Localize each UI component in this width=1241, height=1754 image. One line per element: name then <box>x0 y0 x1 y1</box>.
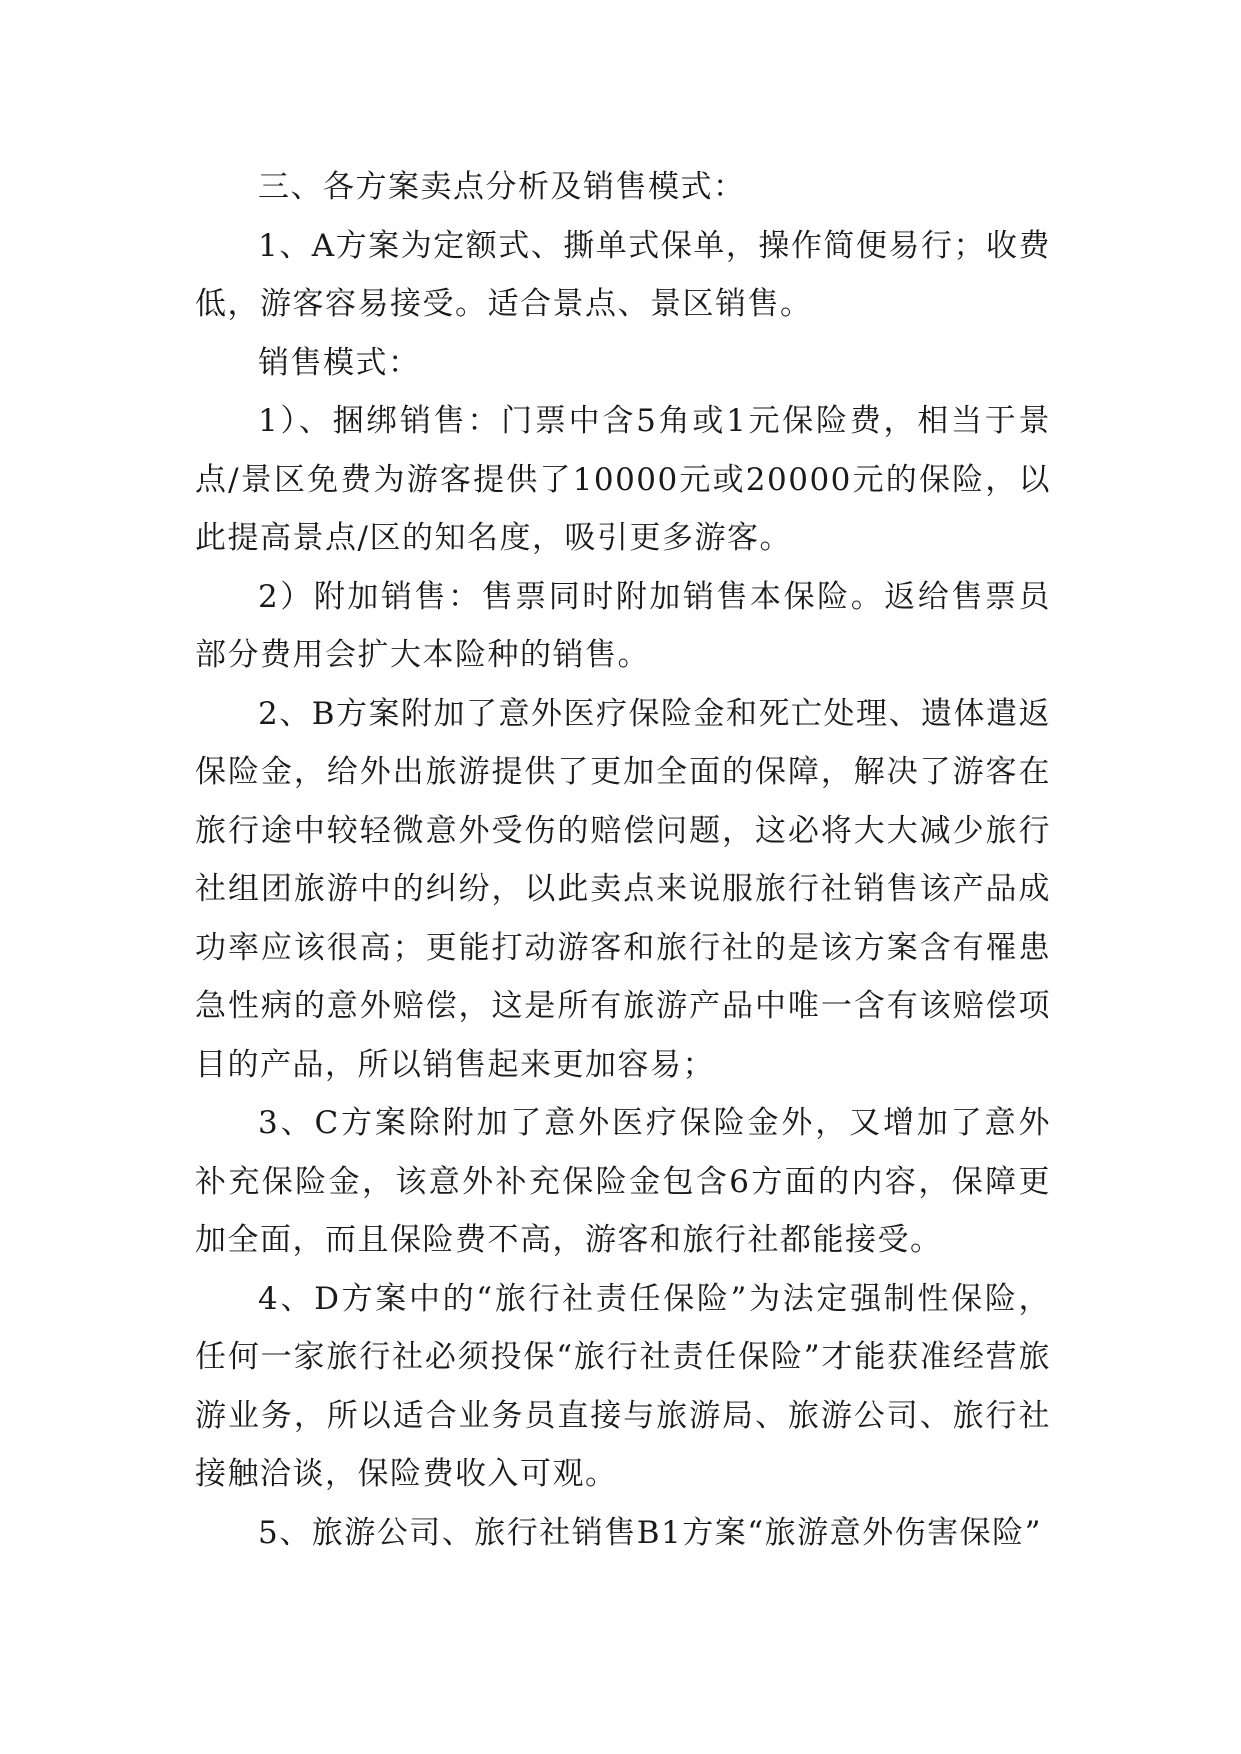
paragraph-point-5: 5、旅游公司、旅行社销售B1方案“旅游意外伤害保险” <box>258 1514 1042 1551</box>
sales-mode-heading: 销售模式： <box>258 344 421 381</box>
paragraph-bundled-sales: 1）、捆绑销售：门票中含5角或1元保险费，相当于景点/景区免费为游客提供了10000元或20000元的保险，以此提高景点/区的知名度，吸引更多游客。 <box>195 403 1051 556</box>
paragraph-additional-sales: 2）附加销售：售票同时附加销售本保险。返给售票员部分费用会扩大本险种的销售。 <box>195 578 1051 673</box>
paragraph-plan-c: 3、C方案除附加了意外医疗保险金外，又增加了意外补充保险金，该意外补充保险金包含6方面的内容，保障更加全面，而且保险费不高，游客和旅行社都能接受。 <box>195 1105 1051 1258</box>
paragraph-plan-a: 1、A方案为定额式、撕单式保单，操作简便易行；收费低，游客容易接受。适合景点、景区销售。 <box>195 227 1051 322</box>
document-body <box>195 158 1051 1562</box>
paragraph-plan-b: 2、B方案附加了意外医疗保险金和死亡处理、遗体遣返保险金，给外出旅游提供了更加全面的保障，解决了游客在旅行途中较轻微意外受伤的赔偿问题，这必将大大减少旅行社组团旅游中的纠纷，以此卖点来说服旅行社销售该产品成功率应该很高；更能打动游客和旅行社的是该方案含有罹患急性病的意外赔偿，这是所有旅游产品中唯一含有该赔偿项目的产品，所以销售起来更加容易； <box>195 695 1052 1083</box>
section-heading: 三、各方案卖点分析及销售模式： <box>258 169 746 205</box>
paragraph-plan-d: 4、D方案中的“旅行社责任保险”为法定强制性保险，任何一家旅行社必须投保“旅行社责任保险”才能获准经营旅游业务，所以适合业务员直接与旅游局、旅游公司、旅行社接触洽谈，保险费收入可观。 <box>195 1280 1051 1492</box>
